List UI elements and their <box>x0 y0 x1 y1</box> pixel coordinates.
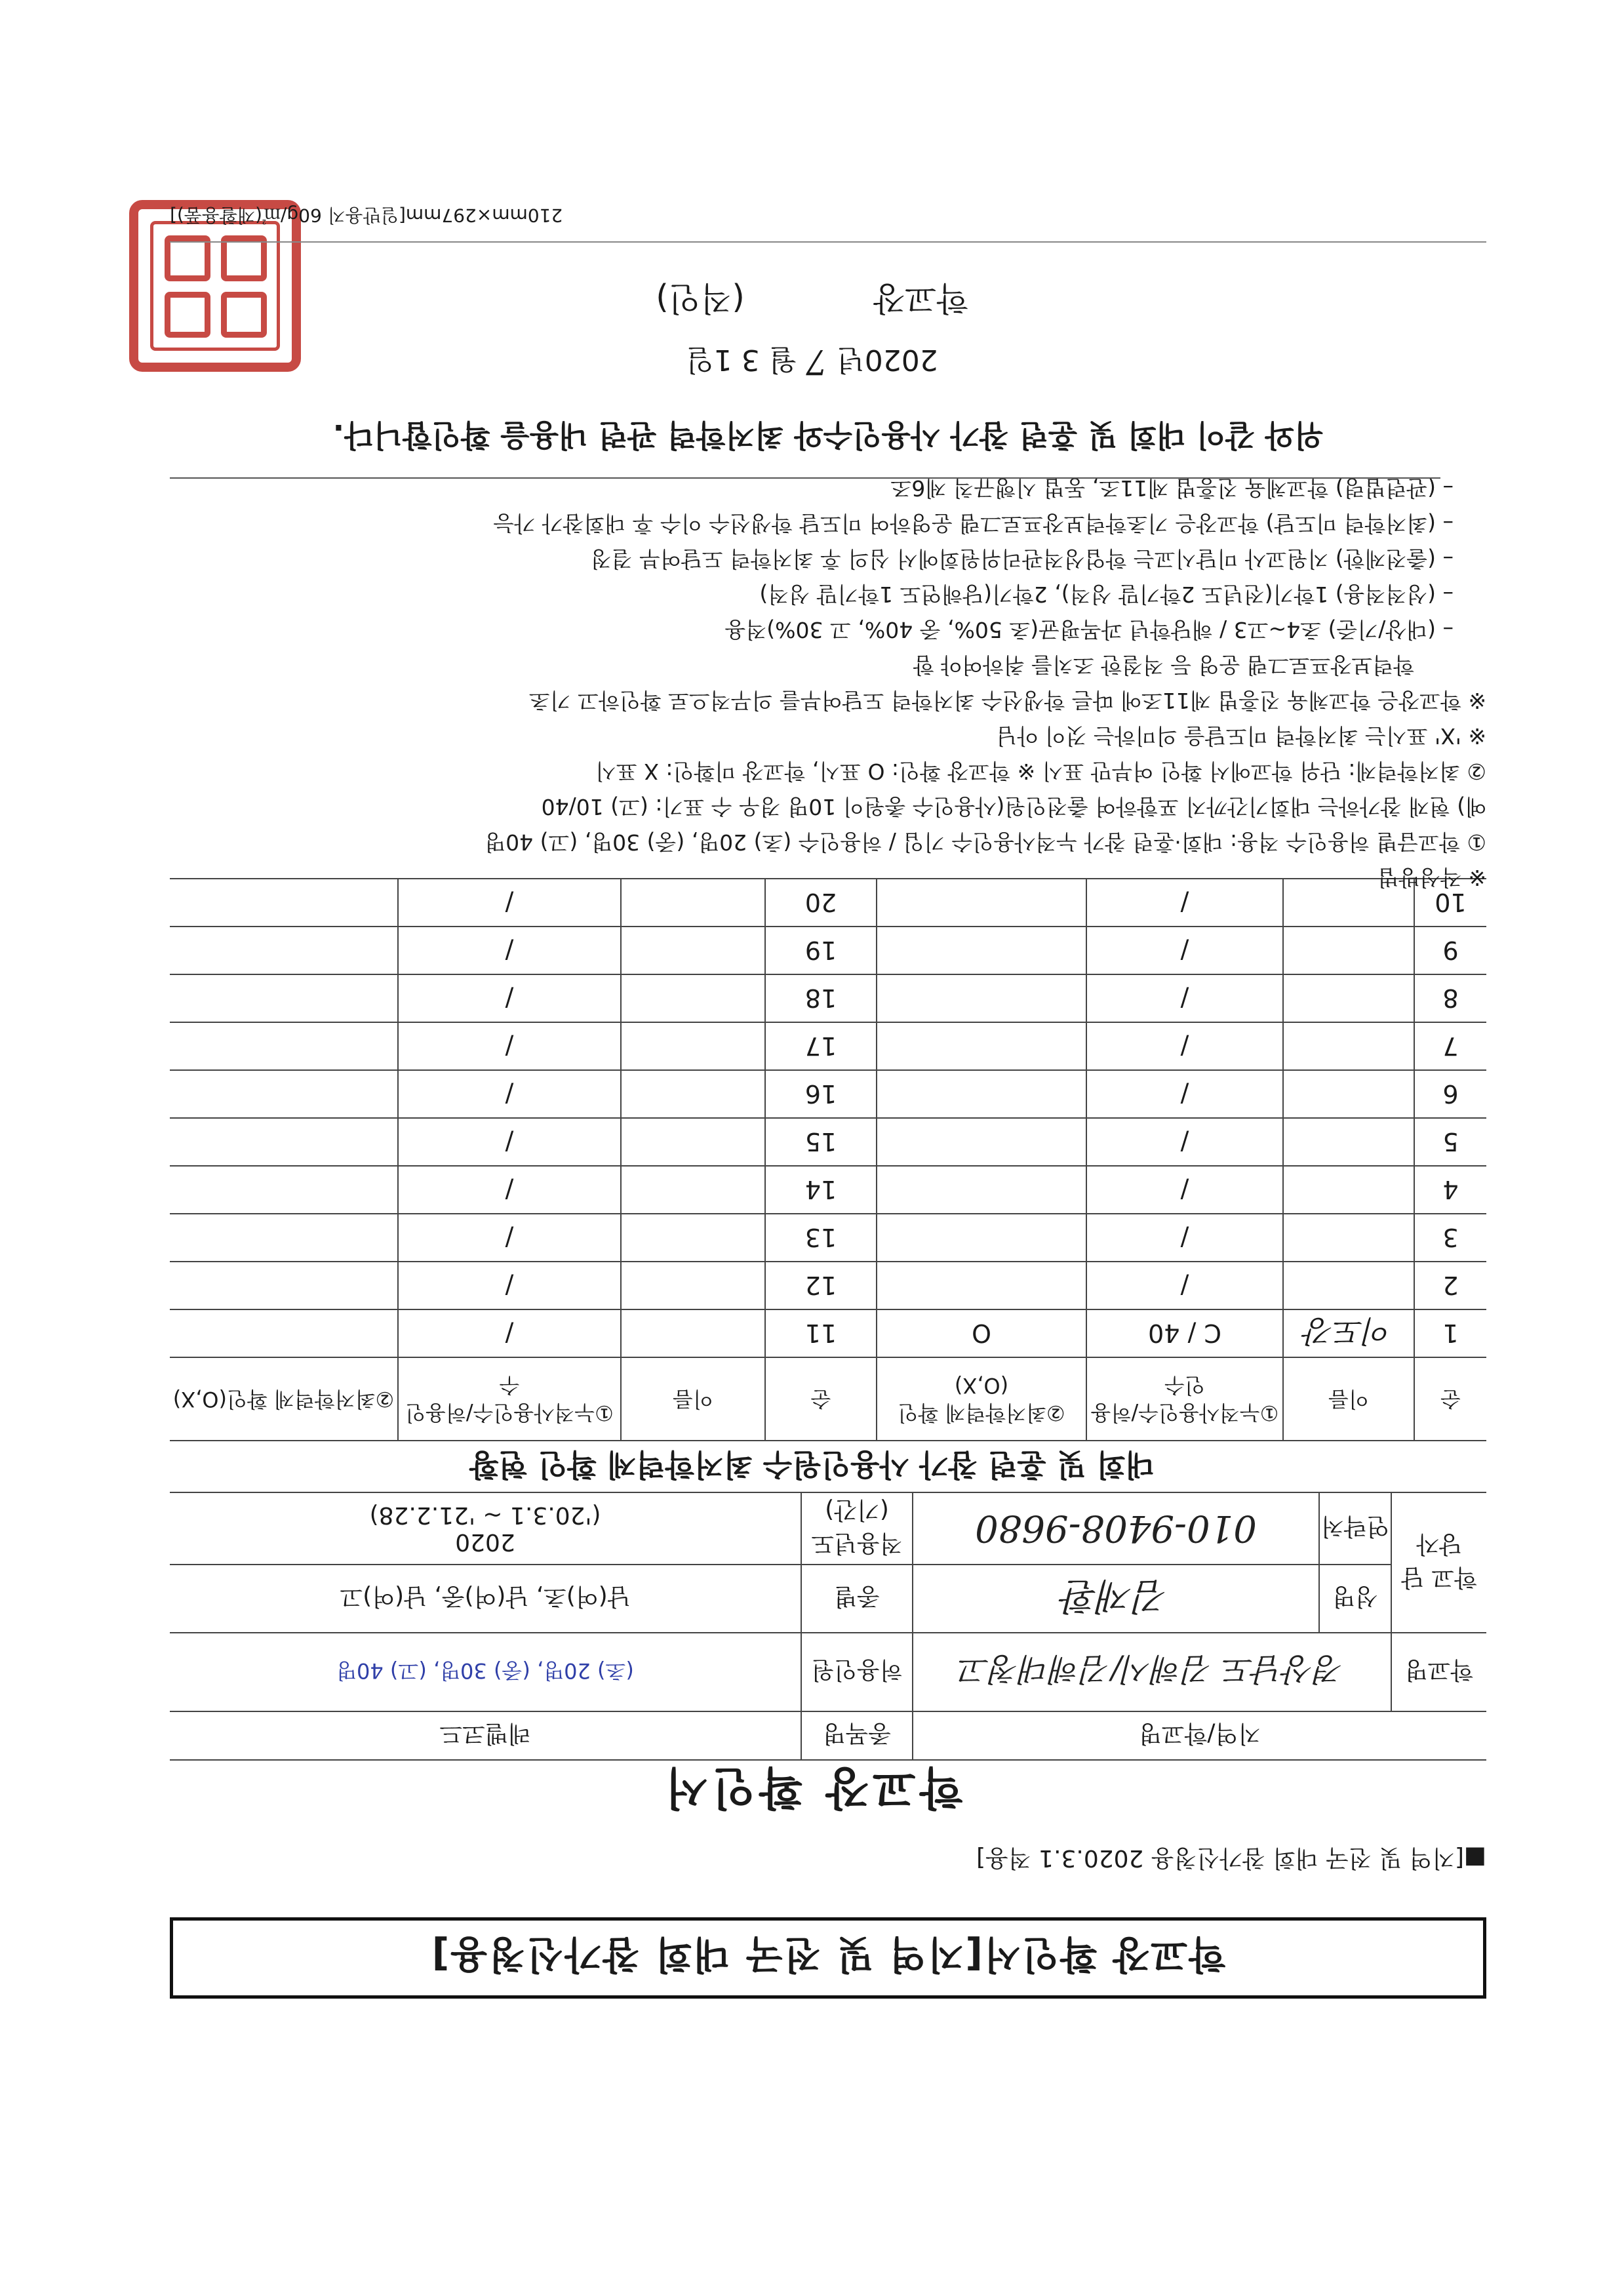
col-level: 레벨코드 <box>170 1711 801 1760</box>
seal-label: (직인) <box>656 279 745 317</box>
date-year: 2020년 <box>837 343 938 376</box>
roster-name <box>621 1118 765 1166</box>
rules-note-2: ※ 학교장은 학교체육 진흥법 제11조에 따른 학생선수 최저학력 도달여부를 의무적으로 확인하고 기초 <box>528 688 1486 713</box>
roster-cumulative: / <box>398 974 621 1022</box>
roster-check <box>877 1262 1086 1309</box>
roster-no: 11 <box>765 1309 877 1357</box>
roster-check <box>170 1118 398 1166</box>
table-row <box>170 1022 1486 1070</box>
principal-label: 학교장 <box>873 279 968 317</box>
table-row <box>170 1166 1486 1214</box>
table-row <box>170 1118 1486 1166</box>
roster-check <box>170 927 398 974</box>
roster-cumulative: / <box>1086 927 1283 974</box>
roster-name <box>1283 927 1414 974</box>
rules-item-1-example: 예) 현재 참가하는 대회기간까지 포함하여 출전인원(사용인수 총원이 10명 경우 수 표기: (고) 10/40 <box>541 794 1486 820</box>
roster-name <box>1283 1022 1414 1070</box>
roster-cumulative: / <box>398 1262 621 1309</box>
roster-name <box>1283 1118 1414 1166</box>
roster-check: O <box>877 1309 1086 1357</box>
table-row <box>170 927 1486 974</box>
label-period: 적용년도 (기간) <box>801 1492 913 1565</box>
roster-check <box>170 1166 398 1214</box>
roster-check <box>877 1022 1086 1070</box>
roster-cumulative: / <box>398 1309 621 1357</box>
roster-name <box>1283 974 1414 1022</box>
roster-name <box>621 1262 765 1309</box>
roster-name <box>1283 1262 1414 1309</box>
rules-note-2-cont: 학력보장프로그램 운영 등 적절한 조치를 취하여야 함 <box>913 652 1414 678</box>
roster-check <box>877 1214 1086 1262</box>
roster-check <box>877 1166 1086 1214</box>
period-year: 2020 <box>455 1528 515 1555</box>
roster-cumulative: / <box>398 927 621 974</box>
header-no: 순 <box>1414 1357 1486 1441</box>
roster-check <box>877 1118 1086 1166</box>
date-day: 월 3 1일 <box>686 343 797 376</box>
roster-no: 14 <box>765 1166 877 1214</box>
label-allowed: 허용인원 <box>801 1633 913 1711</box>
rules-bullet-4: – (최저학력 미도달) 학교장은 기초학력보장프로그램 운영하여 미도달 학생선수 이수 후 대회참가 가능 <box>493 511 1454 536</box>
footer-divider <box>170 241 1486 243</box>
roster-check <box>170 1214 398 1262</box>
roster-no: 7 <box>1414 1022 1486 1070</box>
rules-bullet-2: – (성적적용) 1학기(전년도 2학기말 성적), 2학기(당해연도 1학기말 성적) <box>759 582 1454 607</box>
roster-body <box>170 879 1486 1441</box>
roster-no: 13 <box>765 1214 877 1262</box>
roster-no: 18 <box>765 974 877 1022</box>
roster-check <box>170 1262 398 1309</box>
roster-no: 1 <box>1414 1309 1486 1357</box>
school-info-table <box>170 1492 1486 1761</box>
col-event: 종목명 <box>801 1711 913 1760</box>
contact-value: 010-9408-9680 <box>913 1492 1319 1565</box>
roster-check <box>877 1070 1086 1118</box>
label-name: 성명 <box>1319 1565 1391 1633</box>
roster-cumulative: / <box>1086 1022 1283 1070</box>
document-heading: 학교장 확인서 <box>661 1761 963 1813</box>
table-row <box>170 1262 1486 1309</box>
roster-check <box>877 974 1086 1022</box>
roster-cumulative: / <box>398 1022 621 1070</box>
roster-no: 9 <box>1414 927 1486 974</box>
rules-bullet-5: – (관련법령) 학교체육 진흥법 제11조, 동법 시행규칙 제6조 <box>890 475 1454 501</box>
period-range: ('20.3.1 ~ '21.2.28) <box>369 1502 601 1528</box>
form-note: ■[지역 및 전국 대회 참가신청용 2020.3.1 적용] <box>976 1845 1486 1871</box>
roster-name <box>621 1309 765 1357</box>
roster-cumulative: / <box>398 1118 621 1166</box>
roster-no: 6 <box>1414 1070 1486 1118</box>
roster-no: 15 <box>765 1118 877 1166</box>
roster-title: 대회 및 훈련 참가 사용인원수 최저학력제 확인 현황 <box>469 1447 1155 1483</box>
roster-cumulative: / <box>398 1070 621 1118</box>
confirmation-statement: 위와 같이 대회 및 훈련 참가 사용인수와 최저학력 관련 내용을 확인합니다. <box>332 418 1324 453</box>
roster-no: 20 <box>765 879 877 927</box>
rules-bullet-3: – (출전제한) 지원교사 미달시교는 학업성적관리위원회에서 심의 후 최저학력 도달여부 결정 <box>590 546 1454 572</box>
rules-heading: ※ 작성방법 <box>1377 865 1486 890</box>
header-min-academic: ②최저학력제 확인(O,X) <box>877 1357 1086 1441</box>
rules-bullet-1: – (대상/기준) 초4~고3 / 해당학년 과목평균(초 50%, 중 40%, 고 30%)적용 <box>724 617 1454 643</box>
header-no: 순 <box>765 1357 877 1441</box>
roster-name <box>1283 1070 1414 1118</box>
header-cumulative: ①누적사용인수/허용인수 <box>1086 1357 1283 1441</box>
rules-item-1: ① 학교급별 허용인수 적용: 대회·훈련 참가 누적사용인수 기입 / 허용인수 (초) 20명, (중) 30명, (고) 40명 <box>485 829 1486 855</box>
roster-cumulative: / <box>398 1166 621 1214</box>
roster-name: 이도강 <box>1283 1309 1414 1357</box>
form-title-box <box>170 1917 1486 1999</box>
roster-table <box>170 878 1486 1441</box>
roster-check <box>170 1022 398 1070</box>
table-row <box>170 974 1486 1022</box>
roster-cumulative: / <box>1086 1214 1283 1262</box>
label-contact: 연락처 <box>1319 1492 1391 1565</box>
roster-no: 12 <box>765 1262 877 1309</box>
manager-name: 김재환 <box>913 1565 1319 1633</box>
roster-name <box>621 1166 765 1214</box>
roster-cumulative: / <box>398 879 621 927</box>
roster-no: 2 <box>1414 1262 1486 1309</box>
roster-cumulative: / <box>1086 1070 1283 1118</box>
roster-cumulative: / <box>398 1214 621 1262</box>
roster-no: 8 <box>1414 974 1486 1022</box>
rules-item-2: ② 최저학력제: 단위 학교에서 확인 여부만 표시 ※ 학교장 확인: O 표시, 학교장 미확인: X 표시 <box>595 759 1486 784</box>
roster-name <box>1283 1214 1414 1262</box>
roster-cumulative: C / 40 <box>1086 1309 1283 1357</box>
table-row <box>170 1309 1486 1357</box>
roster-name <box>621 1214 765 1262</box>
rules-divider <box>170 477 1440 479</box>
roster-cumulative: / <box>1086 1262 1283 1309</box>
roster-cumulative: / <box>1086 879 1283 927</box>
roster-name <box>621 1070 765 1118</box>
roster-header-row <box>170 1357 1486 1441</box>
roster-check <box>877 927 1086 974</box>
label-manager: 학교 담당자 <box>1391 1492 1486 1633</box>
form-title: 학교장 확인서[지역 및 전국 대회 참가신청용] <box>430 1932 1226 1977</box>
roster-cumulative: / <box>1086 974 1283 1022</box>
date-month: 7 <box>806 342 828 381</box>
roster-no: 5 <box>1414 1118 1486 1166</box>
header-min-academic: ②최저학력제 확인(O,X) <box>170 1357 398 1441</box>
roster-no: 4 <box>1414 1166 1486 1214</box>
rules-note-1: ※ 'X' 표시는 최저학력 미도달을 의미하는 것이 아님 <box>996 723 1486 749</box>
allowed-value: (초) 20명, (중) 30명, (고) 40명 <box>170 1633 801 1711</box>
roster-no: 10 <box>1414 879 1486 927</box>
paper-spec: 210mm×297mm[일반용지 60g/㎡(재활용품)] <box>170 205 563 226</box>
roster-name <box>1283 1166 1414 1214</box>
roster-name <box>621 974 765 1022</box>
roster-no: 19 <box>765 927 877 974</box>
header-cumulative: ①누적사용인수/허용인수 <box>398 1357 621 1441</box>
table-row <box>170 1070 1486 1118</box>
school-value: 경상남도 김해시/김해대청고 <box>913 1633 1391 1711</box>
col-region-school: 지역/학교명 <box>913 1711 1486 1760</box>
roster-no: 17 <box>765 1022 877 1070</box>
roster-no: 16 <box>765 1070 877 1118</box>
header-name: 이름 <box>621 1357 765 1441</box>
roster-name <box>621 1022 765 1070</box>
instructions <box>170 470 1486 895</box>
roster-cumulative: / <box>1086 1166 1283 1214</box>
period-cell <box>170 1492 801 1565</box>
category-value: 남(여)초, 남(여)중, 남(여)고 <box>170 1565 801 1633</box>
roster-check <box>170 974 398 1022</box>
header-name: 이름 <box>1283 1357 1414 1441</box>
roster-check <box>170 1070 398 1118</box>
label-school: 학교명 <box>1391 1633 1486 1711</box>
roster-no: 3 <box>1414 1214 1486 1262</box>
table-row <box>170 1214 1486 1262</box>
roster-name <box>621 927 765 974</box>
label-category: 종별 <box>801 1565 913 1633</box>
roster-check <box>170 1309 398 1357</box>
roster-cumulative: / <box>1086 1118 1283 1166</box>
